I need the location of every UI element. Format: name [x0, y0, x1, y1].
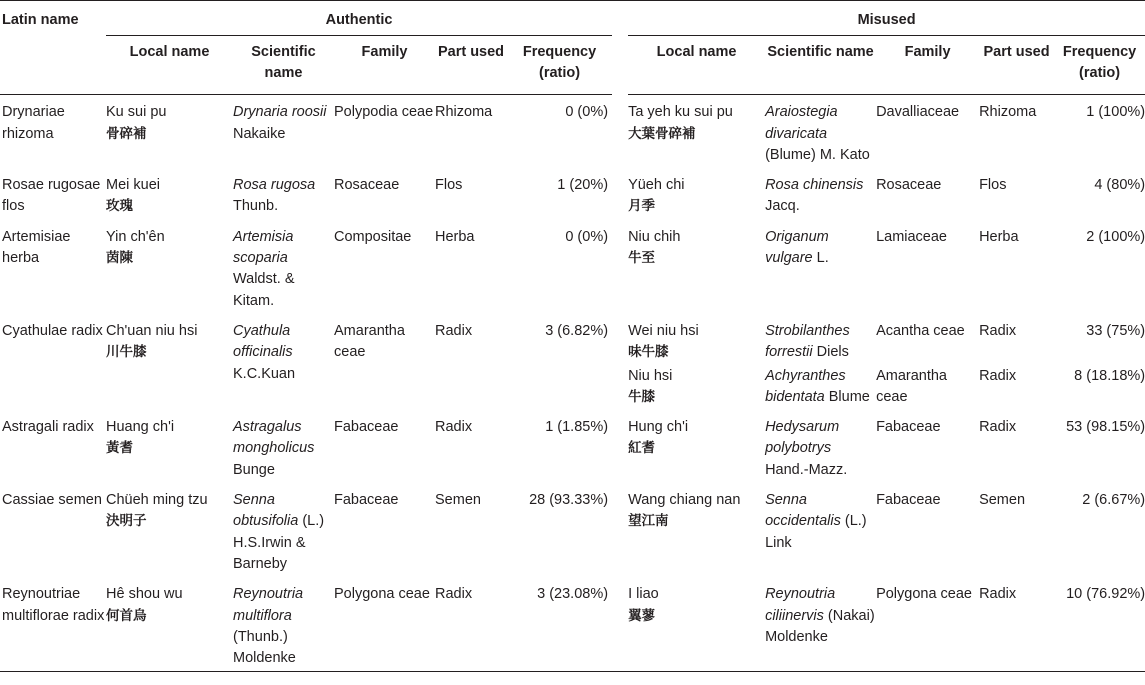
- latin-name: Cassiae semen: [2, 492, 102, 509]
- authentic-local-name-cell: [106, 95, 233, 168]
- family-name: Polygona ceae: [334, 586, 430, 603]
- scientific-name-italic: Rosa rugosa: [233, 177, 316, 194]
- local-name: Hê shou wu: [106, 586, 183, 603]
- authentic-frequency-cell: [507, 95, 612, 168]
- part-used: Radix: [435, 586, 473, 603]
- authentic-family-cell: [334, 410, 435, 483]
- family-name: Polygona ceae: [876, 586, 972, 603]
- local-name: Niu chih: [628, 228, 681, 245]
- part-used: Radix: [979, 419, 1017, 436]
- local-name: Ta yeh ku sui pu: [628, 104, 733, 121]
- scientific-name-authority: (Thunb.) Moldenke: [233, 628, 296, 667]
- misused-frequency-cell: [1054, 483, 1145, 577]
- family-name: Fabaceae: [876, 419, 941, 436]
- latin-name-cell: [0, 168, 106, 220]
- family-name: Fabaceae: [334, 492, 399, 509]
- authentic-local-name-cell: [106, 410, 233, 483]
- misused-local-name-cell: [628, 577, 765, 672]
- latin-name-cell: [0, 410, 106, 483]
- misused-family-cell: [876, 220, 979, 314]
- part-used: Rhizoma: [435, 104, 493, 121]
- scientific-name-authority: Nakaike: [233, 125, 286, 142]
- misused-local-name-cell: [628, 95, 765, 168]
- frequency-ratio: 0 (0%): [565, 228, 609, 245]
- scientific-name-authority: Thunb.: [233, 198, 279, 215]
- misused-frequency-cell: [1054, 366, 1145, 411]
- table-row: [0, 410, 1145, 483]
- misused-scientific-name-cell: [765, 410, 876, 483]
- misused-scientific-name-cell: [765, 314, 876, 366]
- header-authentic-frequency: Frequency (ratio): [507, 36, 612, 95]
- misused-local-name-cell: [628, 168, 765, 220]
- scientific-name-italic: Achyranthes bidentata: [765, 367, 846, 405]
- family-name: Amarantha ceae: [334, 322, 405, 361]
- scientific-name-italic: Senna obtusifolia: [233, 492, 299, 530]
- scientific-name-authority: K.C.Kuan: [233, 365, 296, 382]
- frequency-ratio: 3 (23.08%): [537, 586, 609, 603]
- misused-local-name-cell: [628, 366, 765, 411]
- authentic-part-used-cell: [435, 410, 507, 483]
- local-name: Ku sui pu: [106, 104, 167, 121]
- header-authentic: Authentic: [106, 1, 612, 36]
- authentic-frequency-cell: [507, 168, 612, 220]
- misused-part-used-cell: [979, 577, 1054, 672]
- latin-name-cell: [0, 95, 106, 168]
- family-name: Rosaceae: [334, 177, 400, 194]
- scientific-name-italic: Rosa chinensis: [765, 177, 864, 194]
- authentic-local-name-cell: [106, 220, 233, 314]
- scientific-name-authority: Hand.-Mazz.: [765, 461, 848, 478]
- header-misused: Misused: [628, 1, 1145, 36]
- misused-part-used-cell: [979, 95, 1054, 168]
- local-name-chinese: 牛至: [628, 250, 656, 267]
- part-used: Radix: [979, 367, 1017, 384]
- latin-name: Drynariae rhizoma: [2, 104, 65, 142]
- authentic-part-used-cell: [435, 95, 507, 168]
- part-used: Radix: [435, 419, 473, 436]
- misused-frequency-cell: [1054, 410, 1145, 483]
- authentic-scientific-name-cell: [233, 410, 334, 483]
- misused-part-used-cell: [979, 366, 1054, 411]
- frequency-ratio: 8 (18.18%): [1074, 367, 1145, 384]
- local-name: Wang chiang nan: [628, 492, 741, 509]
- family-name: Rosaceae: [876, 177, 942, 194]
- authentic-scientific-name-cell: [233, 220, 334, 314]
- part-used: Herba: [435, 228, 475, 245]
- scientific-name-italic: Origanum vulgare: [765, 228, 829, 267]
- authentic-scientific-name-cell: [233, 314, 334, 410]
- misused-scientific-name-cell: [765, 220, 876, 314]
- misused-scientific-name-cell: [765, 483, 876, 577]
- scientific-name-authority: (L.) Link: [765, 513, 867, 551]
- family-name: Fabaceae: [334, 419, 399, 436]
- frequency-ratio: 53 (98.15%): [1066, 419, 1145, 436]
- local-name-chinese: 決明子: [106, 513, 147, 530]
- local-name: Niu hsi: [628, 367, 673, 384]
- misused-scientific-name-cell: [765, 577, 876, 672]
- part-used: Flos: [435, 177, 463, 194]
- authentic-scientific-name-cell: [233, 483, 334, 577]
- local-name-chinese: 翼蓼: [628, 607, 656, 624]
- local-name: Hung ch'i: [628, 419, 689, 436]
- local-name-chinese: 黃耆: [106, 440, 133, 457]
- local-name: Mei kuei: [106, 177, 160, 194]
- part-used: Radix: [979, 586, 1017, 603]
- header-misused-frequency: Frequency (ratio): [1054, 36, 1145, 95]
- authentic-local-name-cell: [106, 314, 233, 410]
- misused-part-used-cell: [979, 220, 1054, 314]
- part-used: Radix: [979, 322, 1017, 339]
- table-row: [0, 220, 1145, 314]
- misused-frequency-cell: [1054, 314, 1145, 366]
- frequency-ratio: 2 (6.67%): [1082, 492, 1145, 509]
- part-used: Semen: [979, 492, 1026, 509]
- family-name: Compositae: [334, 228, 412, 245]
- scientific-name-italic: Reynoutria multiflora: [233, 586, 304, 624]
- scientific-name-italic: Strobilanthes forrestii: [765, 322, 850, 361]
- local-name-chinese: 玫瑰: [106, 198, 133, 215]
- family-name: Davalliaceae: [876, 104, 960, 121]
- misused-part-used-cell: [979, 314, 1054, 366]
- local-name: Wei niu hsi: [628, 322, 699, 339]
- authentic-frequency-cell: [507, 314, 612, 410]
- authentic-family-cell: [334, 95, 435, 168]
- misused-frequency-cell: [1054, 577, 1145, 672]
- local-name-chinese: 川牛膝: [106, 344, 147, 361]
- latin-name: Cyathulae radix: [2, 322, 103, 339]
- authentic-family-cell: [334, 314, 435, 410]
- part-used: Herba: [979, 228, 1019, 245]
- authentic-scientific-name-cell: [233, 168, 334, 220]
- authentic-local-name-cell: [106, 483, 233, 577]
- authentic-part-used-cell: [435, 220, 507, 314]
- local-name: Yüeh chi: [628, 177, 685, 194]
- table-body: [0, 95, 1145, 672]
- header-misused-scientific-name: Scientific name: [765, 36, 876, 95]
- authentic-local-name-cell: [106, 577, 233, 672]
- family-name: Polypodia ceae: [334, 104, 434, 121]
- frequency-ratio: 3 (6.82%): [545, 322, 609, 339]
- scientific-name-italic: Hedysarum polybotrys: [765, 419, 840, 457]
- misused-local-name-cell: [628, 410, 765, 483]
- misused-family-cell: [876, 577, 979, 672]
- misused-local-name-cell: [628, 483, 765, 577]
- column-gap: [612, 577, 628, 672]
- header-misused-local-name: Local name: [628, 36, 765, 95]
- authentic-part-used-cell: [435, 168, 507, 220]
- latin-name: Rosae rugosae flos: [2, 177, 101, 215]
- table-row: [0, 95, 1145, 168]
- table-row: [0, 168, 1145, 220]
- column-gap: [612, 483, 628, 577]
- local-name-chinese: 味牛膝: [628, 344, 669, 361]
- part-used: Rhizoma: [979, 104, 1037, 121]
- scientific-name-authority: L.: [816, 250, 829, 267]
- misused-scientific-name-cell: [765, 95, 876, 168]
- local-name: Huang ch'i: [106, 419, 175, 436]
- authentic-frequency-cell: [507, 220, 612, 314]
- latin-name: Artemisiae herba: [2, 228, 71, 267]
- scientific-name-italic: Astragalus mongholicus: [233, 419, 315, 457]
- frequency-ratio: 1 (100%): [1086, 104, 1145, 121]
- scientific-name-authority: Jacq.: [765, 198, 800, 215]
- family-name: Acantha ceae: [876, 322, 965, 339]
- latin-name-cell: [0, 220, 106, 314]
- misused-part-used-cell: [979, 168, 1054, 220]
- local-name-chinese: 紅耆: [628, 440, 656, 457]
- frequency-ratio: 4 (80%): [1094, 177, 1145, 194]
- local-name-chinese: 牛膝: [628, 388, 656, 405]
- header-authentic-part-used: Part used: [435, 36, 507, 95]
- misused-family-cell: [876, 410, 979, 483]
- scientific-name-authority: Blume: [828, 388, 870, 405]
- local-name-chinese: 大葉骨碎補: [628, 125, 696, 142]
- authentic-family-cell: [334, 220, 435, 314]
- part-used: Radix: [435, 322, 473, 339]
- local-name: Ch'uan niu hsi: [106, 322, 198, 339]
- misused-family-cell: [876, 314, 979, 366]
- frequency-ratio: 1 (20%): [557, 177, 609, 194]
- authentic-part-used-cell: [435, 483, 507, 577]
- frequency-ratio: 2 (100%): [1086, 228, 1145, 245]
- local-name-chinese: 望江南: [628, 513, 669, 530]
- column-gap: [612, 95, 628, 168]
- column-gap: [612, 410, 628, 483]
- latin-name-cell: [0, 483, 106, 577]
- latin-name-cell: [0, 577, 106, 672]
- authentic-family-cell: [334, 483, 435, 577]
- column-gap: [612, 168, 628, 220]
- authentic-local-name-cell: [106, 168, 233, 220]
- local-name-chinese: 月季: [628, 198, 656, 215]
- latin-name: Astragali radix: [2, 419, 94, 436]
- authentic-family-cell: [334, 577, 435, 672]
- scientific-name-authority: (Nakai) Moldenke: [765, 607, 875, 645]
- scientific-name-authority: Diels: [816, 344, 849, 361]
- misused-frequency-cell: [1054, 95, 1145, 168]
- misused-family-cell: [876, 95, 979, 168]
- header-misused-family: Family: [876, 36, 979, 95]
- authentic-part-used-cell: [435, 577, 507, 672]
- local-name: Yin ch'ên: [106, 228, 165, 245]
- family-name: Fabaceae: [876, 492, 941, 509]
- local-name: I liao: [628, 586, 659, 603]
- misused-frequency-cell: [1054, 220, 1145, 314]
- frequency-ratio: 10 (76.92%): [1066, 586, 1145, 603]
- header-authentic-family: Family: [334, 36, 435, 95]
- misused-part-used-cell: [979, 410, 1054, 483]
- latin-name-cell: [0, 314, 106, 410]
- family-name: Amarantha ceae: [876, 367, 947, 405]
- authentic-part-used-cell: [435, 314, 507, 410]
- scientific-name-authority: (Blume) M. Kato: [765, 146, 870, 163]
- table-row: [0, 577, 1145, 672]
- scientific-name-authority: Waldst. & Kitam.: [233, 271, 295, 309]
- header-latin-name: Latin name: [0, 1, 106, 95]
- part-used: Flos: [979, 177, 1007, 194]
- authentic-frequency-cell: [507, 483, 612, 577]
- latin-name: Reynoutriae multiflorae radix: [2, 586, 105, 624]
- authentic-family-cell: [334, 168, 435, 220]
- misused-local-name-cell: [628, 314, 765, 366]
- scientific-name-italic: Senna occidentalis: [765, 492, 841, 530]
- misused-frequency-cell: [1054, 168, 1145, 220]
- local-name-chinese: 骨碎補: [106, 125, 147, 142]
- misused-family-cell: [876, 483, 979, 577]
- scientific-name-italic: Reynoutria ciliinervis: [765, 586, 836, 624]
- scientific-name-authority: (L.) H.S.Irwin & Barneby: [233, 513, 325, 572]
- misused-scientific-name-cell: [765, 168, 876, 220]
- local-name-chinese: 何首烏: [106, 607, 147, 624]
- scientific-name-italic: Artemisia scoparia: [233, 228, 294, 267]
- table-row: [0, 314, 1145, 366]
- local-name: Chüeh ming tzu: [106, 492, 208, 509]
- column-gap: [612, 314, 628, 410]
- misused-local-name-cell: [628, 220, 765, 314]
- frequency-ratio: 33 (75%): [1086, 322, 1145, 339]
- frequency-ratio: 28 (93.33%): [529, 492, 609, 509]
- authentic-frequency-cell: [507, 577, 612, 672]
- scientific-name-authority: Bunge: [233, 461, 275, 478]
- authentic-scientific-name-cell: [233, 577, 334, 672]
- column-gap: [612, 220, 628, 314]
- header-misused-part-used: Part used: [979, 36, 1054, 95]
- header-authentic-scientific-name: Scientific name: [233, 36, 334, 95]
- misused-part-used-cell: [979, 483, 1054, 577]
- header-authentic-local-name: Local name: [106, 36, 233, 95]
- misused-family-cell: [876, 168, 979, 220]
- table-row: [0, 483, 1145, 577]
- local-name-chinese: 茵陳: [106, 250, 133, 267]
- authentic-frequency-cell: [507, 410, 612, 483]
- part-used: Semen: [435, 492, 481, 509]
- frequency-ratio: 1 (1.85%): [545, 419, 609, 436]
- scientific-name-italic: Cyathula officinalis: [233, 322, 293, 361]
- scientific-name-italic: Drynaria roosii: [233, 104, 327, 121]
- frequency-ratio: 0 (0%): [565, 104, 609, 121]
- family-name: Lamiaceae: [876, 228, 947, 245]
- misused-scientific-name-cell: [765, 366, 876, 411]
- scientific-name-italic: Araiostegia divaricata: [765, 104, 838, 142]
- authentic-scientific-name-cell: [233, 95, 334, 168]
- misused-family-cell: [876, 366, 979, 411]
